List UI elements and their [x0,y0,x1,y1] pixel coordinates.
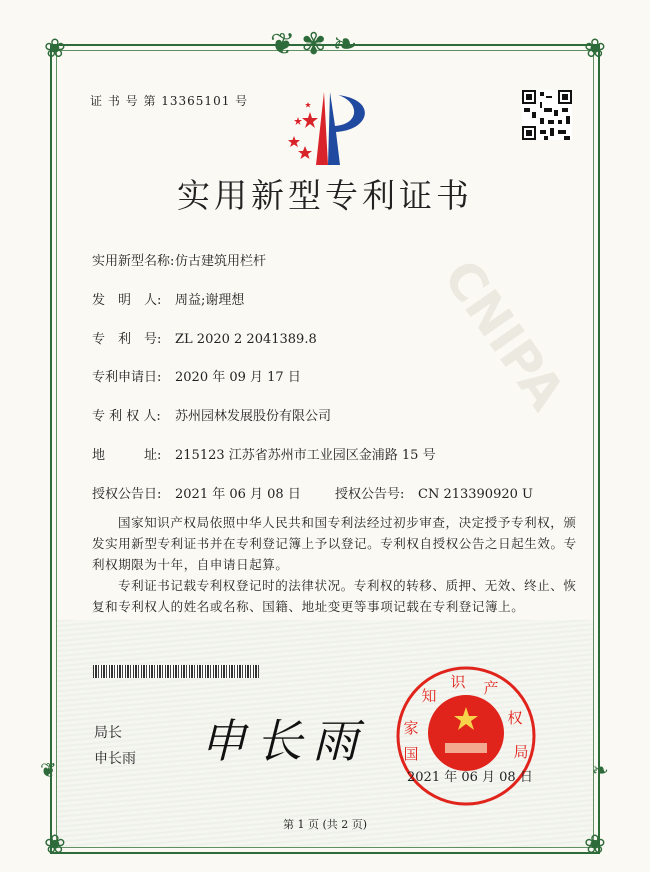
watermark: CNIPA [432,249,576,421]
field-value: 仿古建筑用栏杆 [175,254,267,269]
side-ornament-icon: ❦ [40,758,57,782]
side-ornament-icon: ❧ [592,758,609,782]
field-label: 发 明 人: [92,293,162,308]
field-application-date [92,366,301,385]
barcode-icon [93,665,259,678]
field-patentee [92,405,331,424]
field-grant-date [92,483,301,502]
field-grant-publication-number [335,483,533,502]
qr-code-icon [522,90,572,140]
field-label: 专利申请日: [92,370,162,385]
director-signature: 申长雨 [200,714,368,768]
top-ornament-icon: ❦✾❧ [270,27,364,62]
field-value: CN 213390920 U [418,487,533,502]
field-inventor [92,289,244,308]
document-title: 实用新型专利证书 [177,176,473,215]
corner-ornament-icon: ❀ [44,830,66,860]
svg-text:知: 知 [421,687,437,705]
field-utility-model-name [92,250,266,269]
svg-text:产: 产 [483,679,499,697]
statement-paragraph: 专利证书记载专利权登记时的法律状况。专利权的转移、质押、无效、终止、恢复和专利权人的姓名或名称、国籍、地址变更等事项记载在专利登记簿上。 [92,578,577,614]
field-label: 实用新型名称: [92,254,175,269]
svg-text:权: 权 [507,709,523,727]
seal-date: 2021 年 06 月 08 日 [407,770,533,785]
svg-text:家: 家 [403,719,419,737]
official-seal-icon [395,665,537,807]
certificate-statement [92,512,588,617]
certificate-number: 证 书 号 第 13365101 号 [90,94,249,108]
field-value: 2020 年 09 月 17 日 [175,370,301,385]
svg-text:局: 局 [513,743,529,761]
cnipa-logo-icon [280,90,380,165]
director-title: 局长 [94,725,122,741]
field-value: 215123 江苏省苏州市工业园区金浦路 15 号 [175,448,436,463]
field-value: 2021 年 06 月 08 日 [175,487,301,502]
field-value: 苏州园林发展股份有限公司 [175,409,332,424]
field-label: 专 利 权 人: [92,409,161,424]
field-address [92,444,436,463]
field-value: 周益;谢理想 [175,293,245,308]
field-value: ZL 2020 2 2041389.8 [175,332,317,347]
corner-ornament-icon: ❀ [584,830,606,860]
corner-ornament-icon: ❀ [44,34,66,64]
field-label: 专 利 号: [92,332,162,347]
corner-ornament-icon: ❀ [584,34,606,64]
field-label: 地 址: [92,448,162,463]
field-label: 授权公告日: [92,487,162,502]
statement-paragraph: 国家知识产权局依照中华人民共和国专利法经过初步审查，决定授予专利权，颁发实用新型专利证书并在专利登记簿上予以登记。专利权自授权公告之日起生效。专利权期限为十年，自申请日起算。 [92,515,577,572]
svg-text:识: 识 [450,673,466,691]
director-name: 申长雨 [94,751,136,767]
page-indicator: 第 1 页 (共 2 页) [282,818,368,831]
field-patent-number [92,328,317,347]
field-label: 授权公告号: [335,487,405,502]
svg-text:国: 国 [403,745,419,763]
